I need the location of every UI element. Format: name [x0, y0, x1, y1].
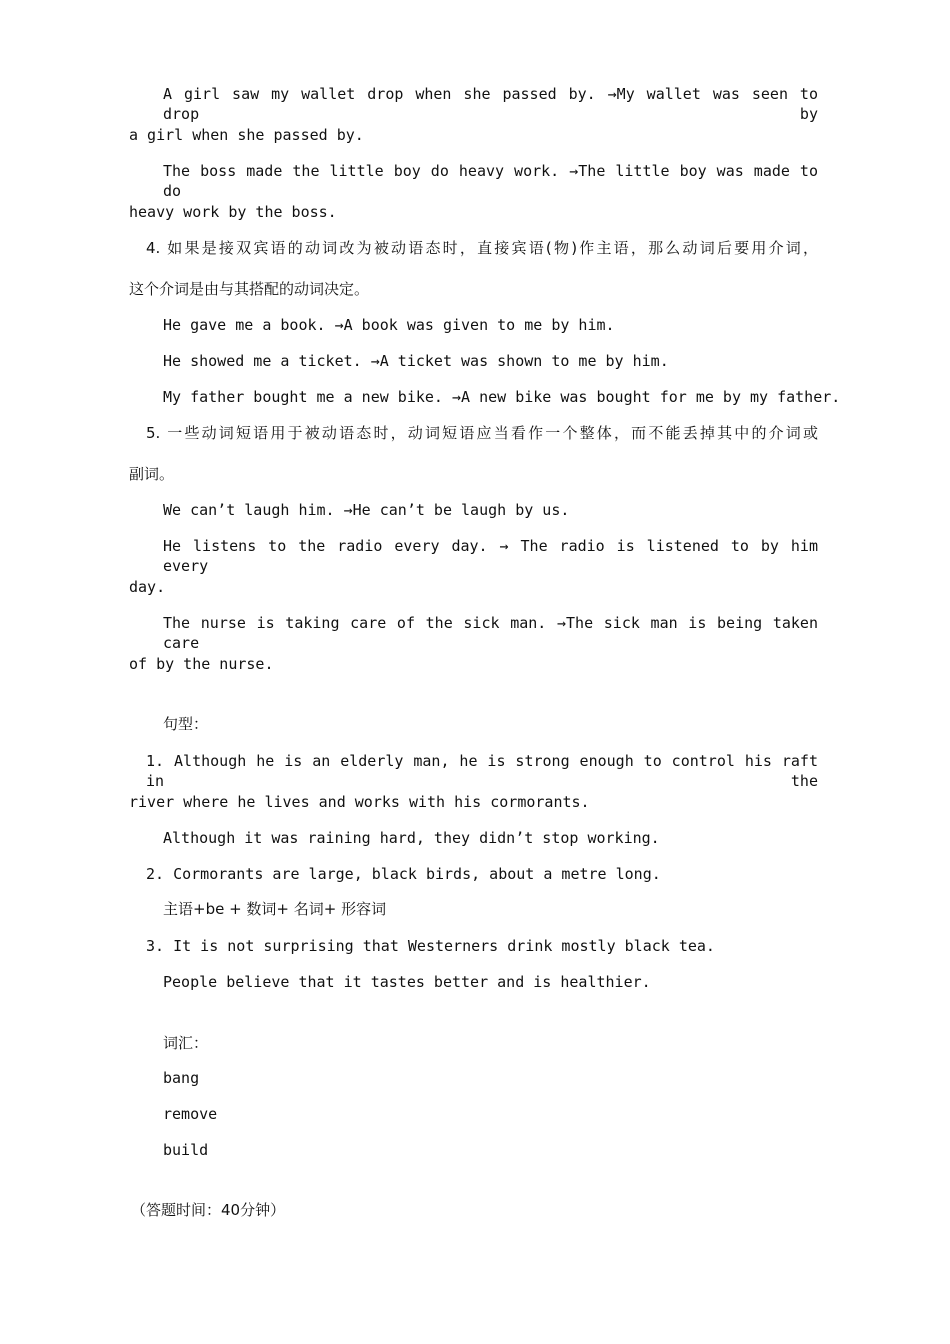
example-line: of by the nurse.	[129, 655, 274, 673]
example-line: heavy work by the boss.	[129, 203, 337, 221]
vocabulary-word: bang	[163, 1069, 200, 1087]
example-line: He gave me a book. →A book was given to me by him.	[163, 316, 615, 334]
example-line: We can’t laugh him. →He can’t be laugh by us.	[163, 501, 570, 519]
example-line: He showed me a ticket. →A ticket was shown to me by him.	[163, 352, 669, 370]
pattern-line: Although it was raining hard, they didn’t stop working.	[163, 829, 660, 847]
vocabulary-word: build	[163, 1141, 209, 1159]
pattern-line: 2. Cormorants are large, black birds, about a metre long.	[146, 865, 661, 883]
example-line: He listens to the radio every day. → The radio is listened to by him every	[163, 537, 818, 575]
pattern-line: 3. It is not surprising that Westerners drink mostly black tea.	[146, 937, 715, 955]
example-line: The nurse is taking care of the sick man. →The sick man is being taken care	[163, 614, 818, 652]
rule-5-text: 副词。	[129, 465, 175, 483]
pattern-line: 1. Although he is an elderly man, he is strong enough to control his raft in the	[146, 752, 818, 790]
example-line: day.	[129, 578, 166, 596]
pattern-line: 主语+be + 数词+ 名词+ 形容词	[163, 900, 387, 918]
example-line: A girl saw my wallet drop when she passed by. →My wallet was seen to drop by	[163, 85, 818, 123]
section-heading-vocabulary: 词汇：	[163, 1034, 209, 1052]
example-line: The boss made the little boy do heavy work. →The little boy was made to do	[163, 162, 818, 200]
example-line: My father bought me a new bike. →A new bike was bought for me by my father.	[163, 388, 841, 406]
section-heading-sentence-patterns: 句型：	[163, 715, 209, 733]
pattern-line: People believe that it tastes better and is healthier.	[163, 973, 651, 991]
rule-5-text: 5. 一些动词短语用于被动语态时，动词短语应当看作一个整体，而不能丢掉其中的介词或	[146, 424, 818, 442]
rule-4-text: 这个介词是由与其搭配的动词决定。	[129, 280, 370, 298]
time-note: （答题时间：40分钟）	[131, 1201, 286, 1219]
rule-4-text: 4. 如果是接双宾语的动词改为被动语态时，直接宾语(物)作主语，那么动词后要用介词，	[146, 239, 818, 257]
vocabulary-word: remove	[163, 1105, 218, 1123]
example-line: a girl when she passed by.	[129, 126, 364, 144]
pattern-line: river where he lives and works with his cormorants.	[129, 793, 590, 811]
